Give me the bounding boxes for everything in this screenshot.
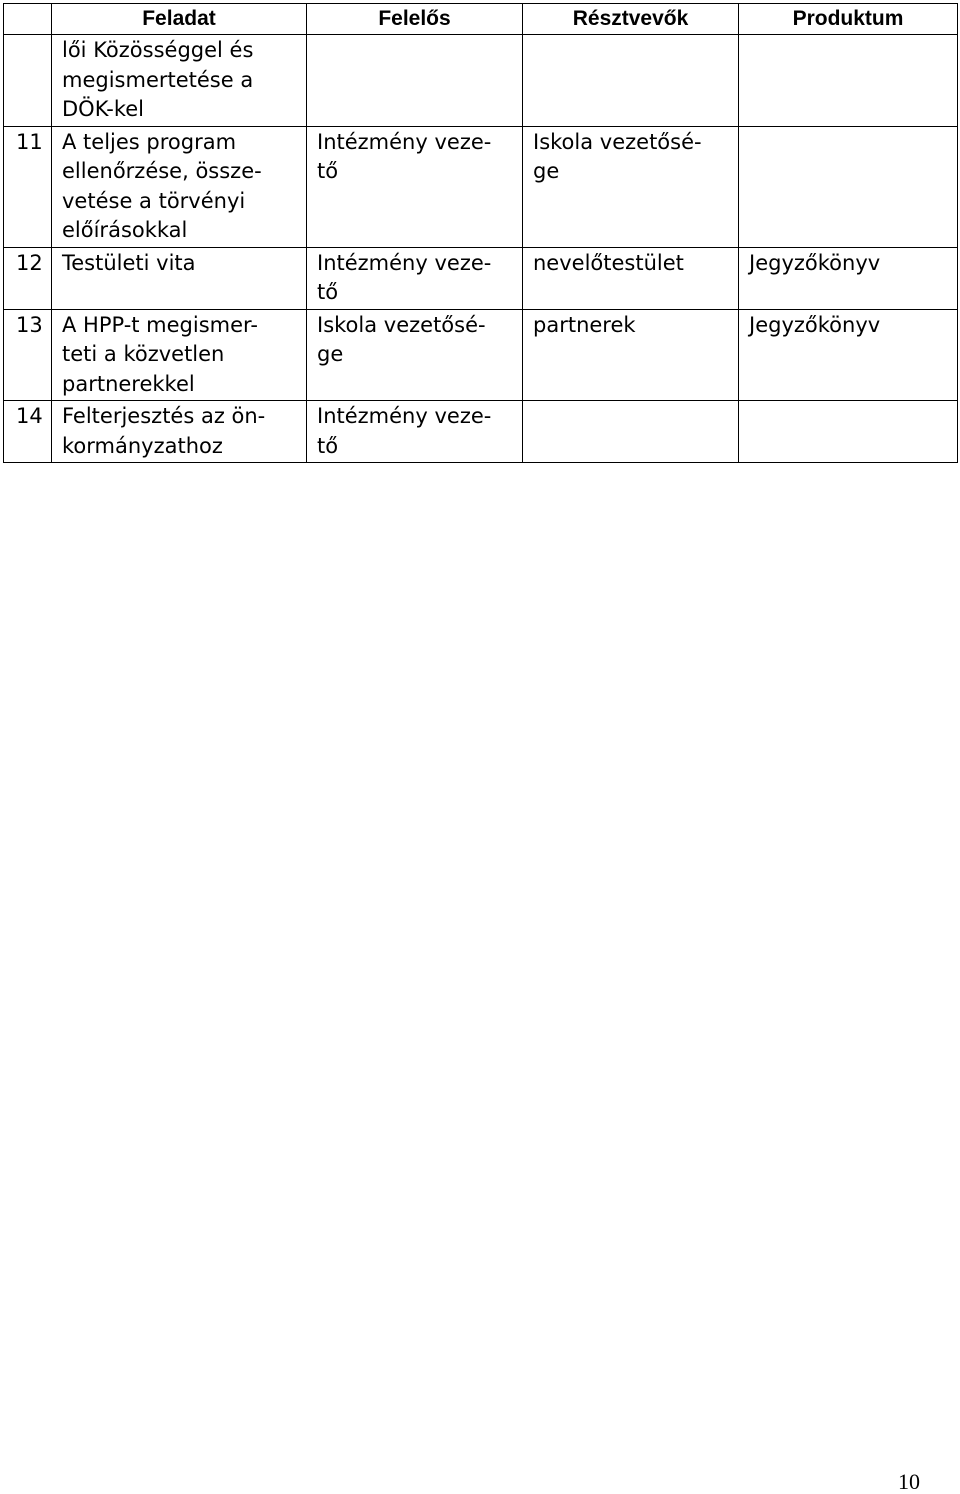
produktum-cell (739, 126, 958, 247)
feladat-cell: A HPP-t megismer- teti a közvetlen partnerekkel (52, 309, 307, 401)
row-number: 14 (4, 401, 52, 463)
resztvevok-cell (523, 35, 739, 127)
header-produktum: Produktum (739, 4, 958, 35)
header-resztvevok: Résztvevők (523, 4, 739, 35)
resztvevok-cell: Iskola vezetősé- ge (523, 126, 739, 247)
row-number: 11 (4, 126, 52, 247)
felelos-cell: Intézmény veze- tő (307, 247, 523, 309)
feladat-cell: Felterjesztés az ön- kormányzathoz (52, 401, 307, 463)
felelos-cell (307, 35, 523, 127)
resztvevok-cell: partnerek (523, 309, 739, 401)
row-number: 12 (4, 247, 52, 309)
produktum-cell: Jegyzőkönyv (739, 309, 958, 401)
table-row (4, 401, 958, 463)
row-number: 13 (4, 309, 52, 401)
table-row (4, 309, 958, 401)
feladat-cell: Testületi vita (52, 247, 307, 309)
resztvevok-cell (523, 401, 739, 463)
row-number (4, 35, 52, 127)
header-feladat: Feladat (52, 4, 307, 35)
table-row (4, 126, 958, 247)
page-number: 10 (898, 1469, 920, 1494)
produktum-cell: Jegyzőkönyv (739, 247, 958, 309)
felelos-cell: Intézmény veze- tő (307, 401, 523, 463)
produktum-cell (739, 35, 958, 127)
produktum-cell (739, 401, 958, 463)
header-felelos: Felelős (307, 4, 523, 35)
table-row (4, 247, 958, 309)
felelos-cell: Iskola vezetősé- ge (307, 309, 523, 401)
feladat-cell: A teljes program ellenőrzése, össze- vetése a törvényi előírásokkal (52, 126, 307, 247)
feladat-cell: lői Közösséggel és megismertetése a DÖK-kel (52, 35, 307, 127)
table-row (4, 35, 958, 127)
resztvevok-cell: nevelőtestület (523, 247, 739, 309)
felelos-cell: Intézmény veze- tő (307, 126, 523, 247)
task-table (3, 3, 958, 463)
header-number (4, 4, 52, 35)
table-header-row (4, 4, 958, 35)
